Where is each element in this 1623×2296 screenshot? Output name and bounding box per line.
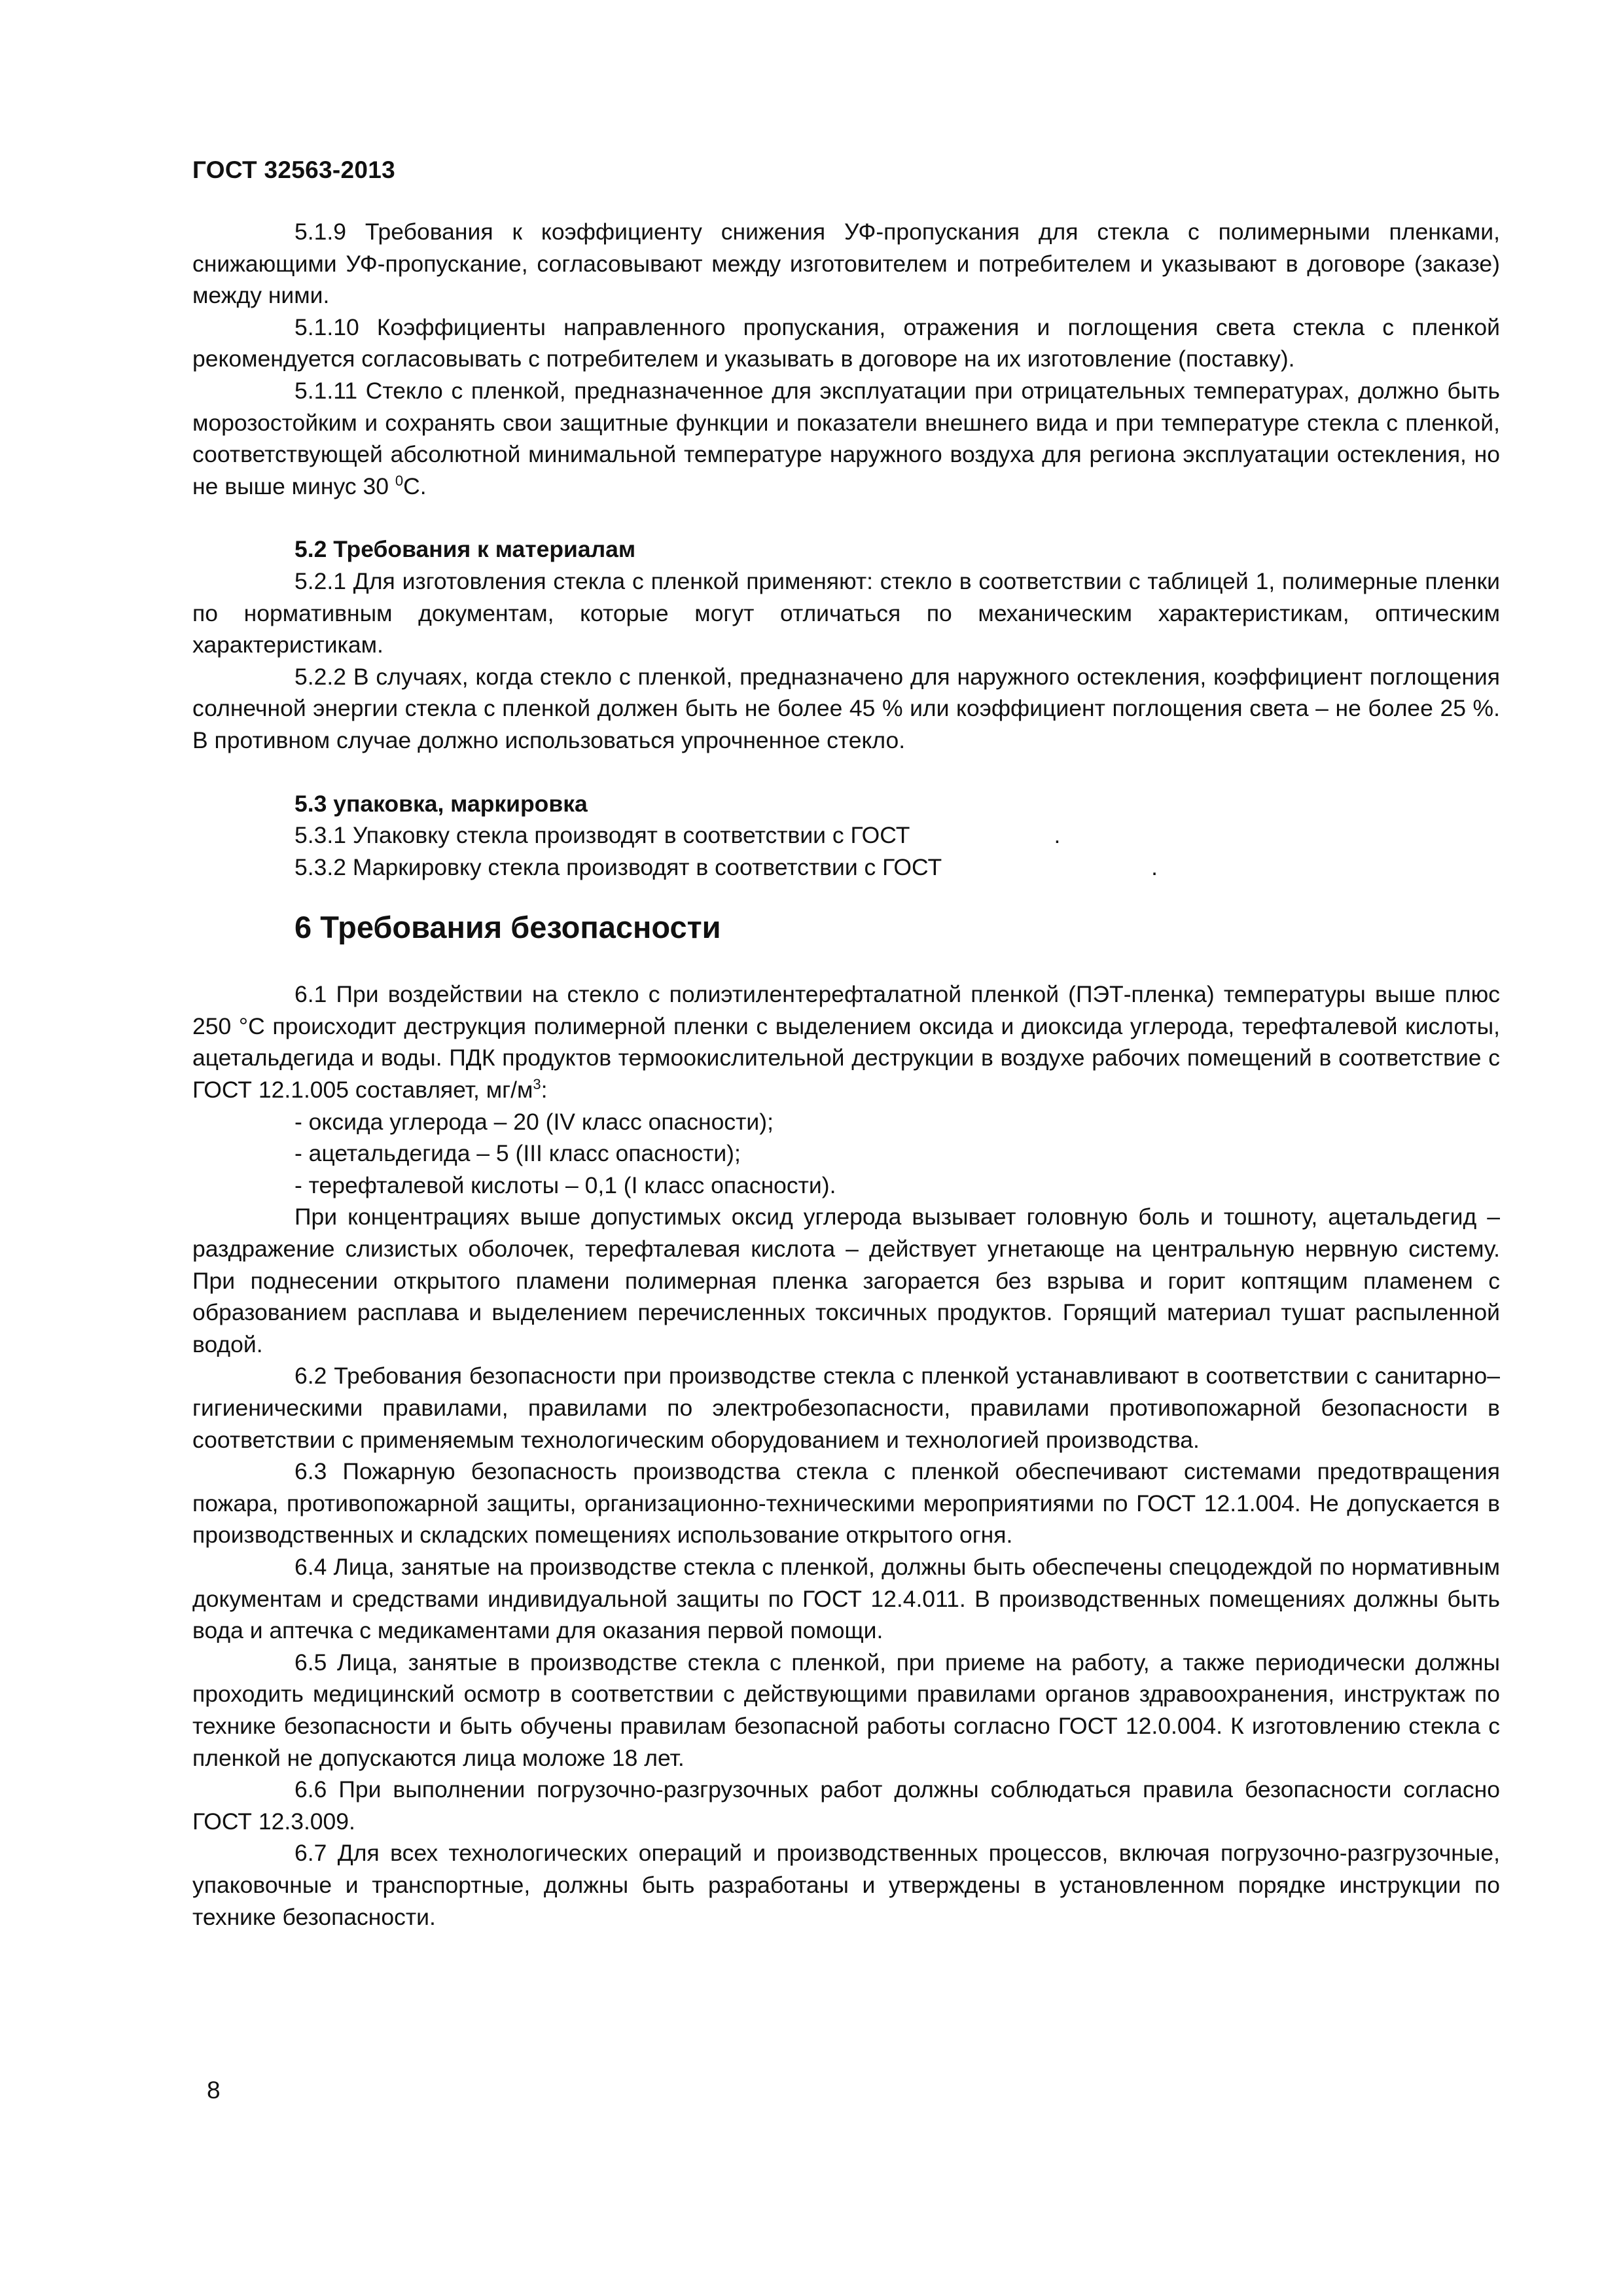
document-header: ГОСТ 32563-2013: [192, 156, 395, 183]
spacer: [192, 502, 1500, 533]
paragraph-6-7: 6.7 Для всех технологических операций и производственных процессов, включая погрузочно-разгрузочные, упаковочные и транспортные, должны быть разработаны и утверждены в установленном порядке инструкции по технике безопасности.: [192, 1840, 1500, 1930]
paragraph-5-1-11: [192, 375, 1500, 502]
degree-superscript: 0: [395, 472, 404, 489]
paragraph-6-6: 6.6 При выполнении погрузочно-разгрузочных работ должны соблюдаться правила безопасности согласно ГОСТ 12.3.009.: [192, 1776, 1500, 1835]
paragraph-6-5: 6.5 Лица, занятые в производстве стекла с пленкой, при приеме на работу, а также периодически должны проходить медицинский осмотр в соответствии с действующими правилами органов здравоохранения, инструктаж по технике безопасности и быть обучены правилам безопасной работы согласно ГОСТ 12.0.004. К изготовлению стекла с пленкой не допускаются лица моложе 18 лет.: [192, 1649, 1500, 1771]
list-item-acetaldehyde: - ацетальдегида – 5 (III класс опасности);: [294, 1140, 741, 1167]
paragraph-5-1-11-end: С.: [403, 473, 427, 499]
paragraph-6-1: [192, 978, 1500, 1105]
paragraph-5-1-10: 5.1.10 Коэффициенты направленного пропускания, отражения и поглощения света стекла с пленкой рекомендуется согласовывать с потребителем и указывать в договоре на их изготовление (поставку).: [192, 314, 1500, 372]
paragraph-6-4: 6.4 Лица, занятые на производстве стекла с пленкой, должны быть обеспечены спецодеждой по нормативным документам и средствами индивидуальной защиты по ГОСТ 12.4.011. В производственных помещениях должны быть вода и аптечка с медикаментами для оказания первой помощи.: [192, 1553, 1500, 1644]
section-title-6: 6 Требования безопасности: [294, 910, 721, 945]
paragraph-6-3: 6.3 Пожарную безопасность производства стекла с пленкой обеспечивают системами предотвращения пожара, противопожарной защиты, организационно-техническими мероприятиями по ГОСТ 12.1.004. Не допускается в производственных и складских помещениях использование открытого огня.: [192, 1458, 1500, 1549]
paragraph-6-1-text: 6.1 При воздействии на стекло с полиэтилентерефталатной пленкой (ПЭТ-пленка) температуры выше плюс 250 °С происходит деструкция полимерной пленки с выделением оксида и диоксида углерода, терефталевой кислоты, ацетальдегида и воды. ПДК продуктов термоокислительной деструкции в воздухе рабочих помещений в соответствие с ГОСТ 12.1.005 составляет, мг/м: [192, 981, 1500, 1103]
cubic-superscript: 3: [533, 1076, 541, 1093]
paragraph-6-1-continued: При концентрациях выше допустимых оксид углерода вызывает головную боль и тошноту, ацетальдегид – раздражение слизистых оболочек, терефталевая кислота – действует угнетающе на центральную нервную систему. При поднесении открытого пламени полимерная пленка загорается без взрыва и горит коптящим пламенем с образованием расплава и выделением перечисленных токсичных продуктов. Горящий материал тушат распыленной водой.: [192, 1204, 1500, 1357]
paragraph-5-3-1-text: 5.3.1 Упаковку стекла производят в соответствии с ГОСТ: [294, 822, 910, 849]
list-item-carbon-oxide: - оксида углерода – 20 (IV класс опасности);: [294, 1108, 774, 1135]
subsection-title-5-2: 5.2 Требования к материалам: [294, 536, 636, 563]
paragraph-5-1-9: 5.1.9 Требования к коэффициенту снижения УФ-пропускания для стекла с полимерными пленками, снижающими УФ-пропускание, согласовывают между изготовителем и потребителем и указывают в договоре (заказе) между ними.: [192, 219, 1500, 309]
subsection-title-5-3: 5.3 упаковка, маркировка: [294, 790, 588, 817]
paragraph-5-3-1: [192, 819, 1500, 852]
paragraph-5-3-2-end: .: [1151, 853, 1158, 880]
document-body: [192, 216, 1500, 1933]
paragraph-5-2-1: 5.2.1 Для изготовления стекла с пленкой применяют: стекло в соответствии с таблицей 1, полимерные пленки по нормативным документам, которые могут отличаться по механическим характеристикам, оптическим характеристикам.: [192, 567, 1500, 658]
paragraph-5-1-11-text: 5.1.11 Стекло с пленкой, предназначенное для эксплуатации при отрицательных температурах, должно быть морозостойким и сохранять свои защитные функции и показатели внешнего вида и при температуре стекла с пленкой, соответствующей абсолютной минимальной температуре наружного воздуха для региона эксплуатации остекления, но не выше минус 30: [192, 377, 1500, 499]
list-item-terephthalic-acid: - терефталевой кислоты – 0,1 (I класс опасности).: [294, 1172, 836, 1198]
paragraph-5-2-2: 5.2.2 В случаях, когда стекло с пленкой, предназначено для наружного остекления, коэффициент поглощения солнечной энергии стекла с пленкой должен быть не более 45 % или коэффициент поглощения света – не более 25 %. В противном случае должно использоваться упрочненное стекло.: [192, 663, 1500, 753]
paragraph-6-2: 6.2 Требования безопасности при производстве стекла с пленкой устанавливают в соответствии с санитарно–гигиеническими правилами, правилами по электробезопасности, правилами противопожарной безопасности в соответствии с применяемым технологическим оборудованием и технологией производства.: [192, 1363, 1500, 1453]
paragraph-5-3-2-text: 5.3.2 Маркировку стекла производят в соответствии с ГОСТ: [294, 853, 942, 880]
paragraph-6-1-end: :: [541, 1077, 548, 1103]
spacer: [192, 757, 1500, 788]
paragraph-5-3-1-end: .: [1054, 822, 1061, 849]
paragraph-5-3-2: [192, 852, 1500, 884]
page-number: 8: [207, 2077, 221, 2104]
